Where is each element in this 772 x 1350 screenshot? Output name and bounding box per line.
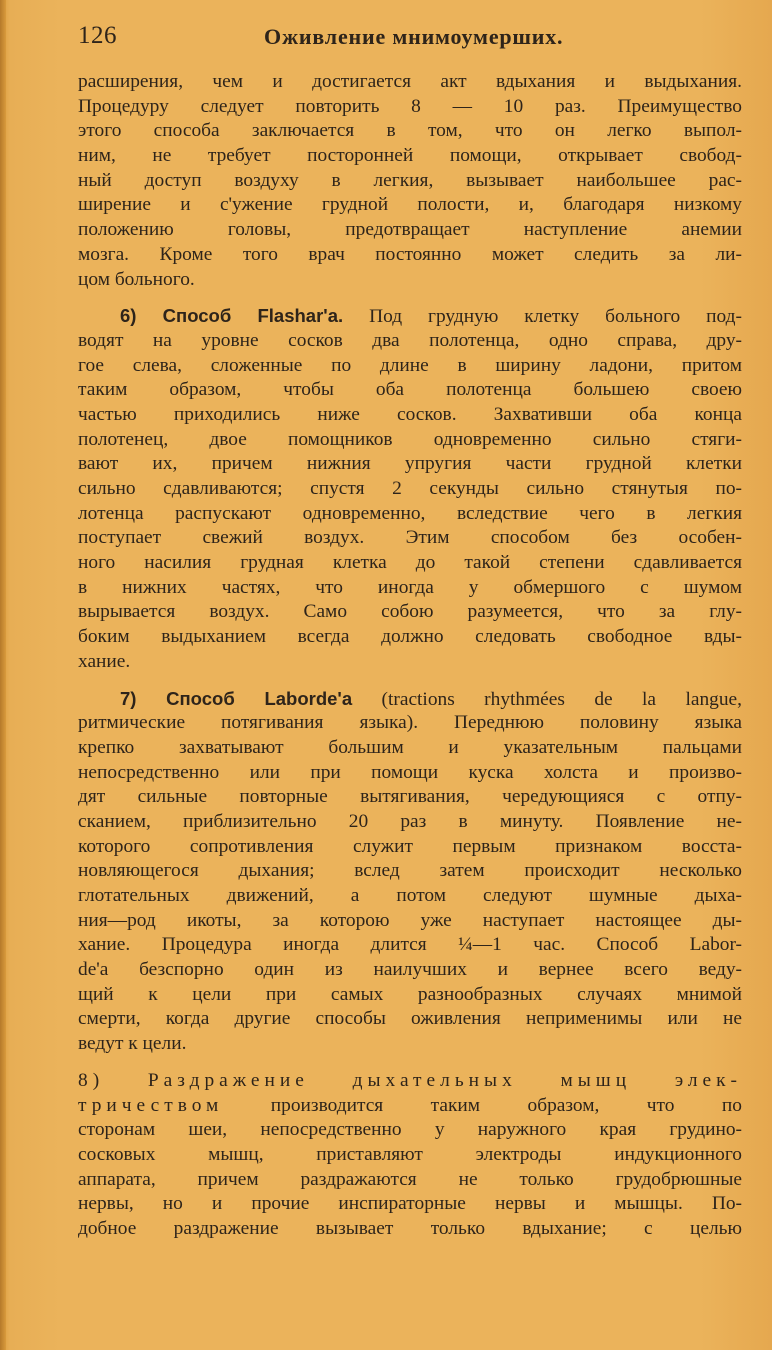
text-line: в нижних частях, что иногда у обмершого с шумом bbox=[78, 576, 742, 598]
text-line: ный доступ воздуху в легкия, вызывает наибольшее рас- bbox=[78, 169, 742, 191]
paragraph-electric-stimulation bbox=[78, 1069, 742, 1242]
text-line: щий к цели при самых разнообразных случаях мнимой bbox=[78, 983, 742, 1005]
text-line: ним, не требует посторонней помощи, открывает свобод- bbox=[78, 145, 742, 167]
text-line: сильно сдавливаются; спустя 2 секунды сильно стянутыя по- bbox=[78, 478, 742, 499]
text-line: 6) Способ Flashar'a. Под грудную клетку больного под- bbox=[120, 305, 742, 328]
page-edge-shadow bbox=[0, 0, 6, 1350]
text-line: сосковых мышц, приставляют электроды индукционного bbox=[78, 1143, 742, 1165]
text-line: 7) Способ Laborde'a (tractions rhythmées de la langue, bbox=[120, 687, 742, 710]
text-line: новляющегося дыхания; вслед затем происходит несколько bbox=[78, 860, 742, 882]
text-line: гое слева, сложенные по длине в ширину ладони, притом bbox=[78, 354, 742, 376]
text-line: которого сопротивления служит первым признаком восста- bbox=[78, 835, 742, 857]
text-line: de'a безспорно один из наилучших и вернее всего веду- bbox=[78, 959, 742, 981]
page-number: 126 bbox=[78, 22, 117, 49]
paragraph-flashar-method bbox=[78, 304, 742, 674]
text-line: аппарата, причем раздражаются не только грудобрюшные bbox=[78, 1168, 742, 1190]
text-line: добное раздражение вызывает только вдыхание; с целью bbox=[78, 1217, 742, 1239]
text-line: смерти, когда другие способы оживления неприменимы или не bbox=[78, 1008, 742, 1030]
text-line: этого способа заключается в том, что он легко выпол- bbox=[78, 120, 742, 142]
paragraph-laborde-method bbox=[78, 687, 742, 1057]
text-line: сторонам шеи, непосредственно у наружного края грудино- bbox=[78, 1119, 742, 1141]
text-line: нервы, но и прочие инспираторные нервы и мышцы. По- bbox=[78, 1193, 742, 1215]
text-line: положению головы, предотвращает наступление анемии bbox=[78, 219, 742, 241]
body-text bbox=[78, 70, 742, 1242]
text-line: поступает свежий воздух. Этим способом без особен- bbox=[78, 527, 742, 549]
text-line: крепко захватывают большим и указательным пальцами bbox=[78, 736, 742, 758]
text-line: полотенец, двое помощников одновременно сильно стяги- bbox=[78, 428, 742, 450]
text-line: дят сильные повторные вытягивания, чередующияся с отпу- bbox=[78, 786, 742, 808]
running-title: Оживление мнимоумерших. bbox=[264, 24, 564, 49]
text-line: лотенца распускают одновременно, вследствие чего в легкия bbox=[78, 502, 742, 524]
text-line: ведут к цели. bbox=[78, 1033, 187, 1055]
text-line: ширение и с'ужение грудной полости, и, благодаря низкому bbox=[78, 194, 742, 216]
text-line: цом больного. bbox=[78, 268, 195, 290]
text-line: таким образом, чтобы оба полотенца большею своею bbox=[78, 379, 742, 401]
page-header bbox=[78, 22, 758, 56]
text-line: сканием, приблизительно 20 раз в минуту. Появление не- bbox=[78, 810, 742, 832]
method-heading: 6) Способ Flashar'a. bbox=[120, 305, 344, 327]
text-line: боким выдыханием всегда должно следовать свободное вды- bbox=[78, 626, 742, 648]
text-line: ния—род икоты, за которою уже наступает настоящее ды- bbox=[78, 909, 742, 931]
method-heading: 8) Раздражение дыхательных мышц элек- bbox=[78, 1069, 742, 1091]
paragraph-continuation bbox=[78, 70, 742, 292]
text-line: Процедуру следует повторить 8 — 10 раз. Преимущество bbox=[78, 95, 742, 117]
text-line: глотательных движений, а потом следуют шумные дыха- bbox=[78, 885, 742, 906]
text-line: ритмические потягивания языка). Переднюю половину языка bbox=[78, 712, 742, 734]
text-line: непосредственно или при помощи куска холста и произво- bbox=[78, 761, 742, 783]
text-line: хание. Процедура иногда длится ¼—1 час. Способ Labor- bbox=[78, 934, 742, 956]
text-line: ного насилия грудная клетка до такой степени сдавливается bbox=[78, 552, 742, 574]
text-line: вырывается воздух. Само собою разумеется, что за глу- bbox=[78, 601, 742, 623]
text-line: водят на уровне сосков два полотенца, одно справа, дру- bbox=[78, 329, 742, 351]
text-line: мозга. Кроме того врач постоянно может следить за ли- bbox=[78, 243, 742, 265]
text-line: хание. bbox=[78, 650, 131, 672]
method-heading: 7) Способ Laborde'a bbox=[120, 687, 353, 709]
text-line: расширения, чем и достигается акт вдыхания и выдыхания. bbox=[78, 71, 742, 92]
text-line: вают их, причем нижния упругия части грудной клетки bbox=[78, 453, 742, 475]
text-line: тричеством производится таким образом, что по bbox=[78, 1094, 742, 1116]
text-line: частью приходились ниже сосков. Захвативши оба конца bbox=[78, 403, 742, 425]
